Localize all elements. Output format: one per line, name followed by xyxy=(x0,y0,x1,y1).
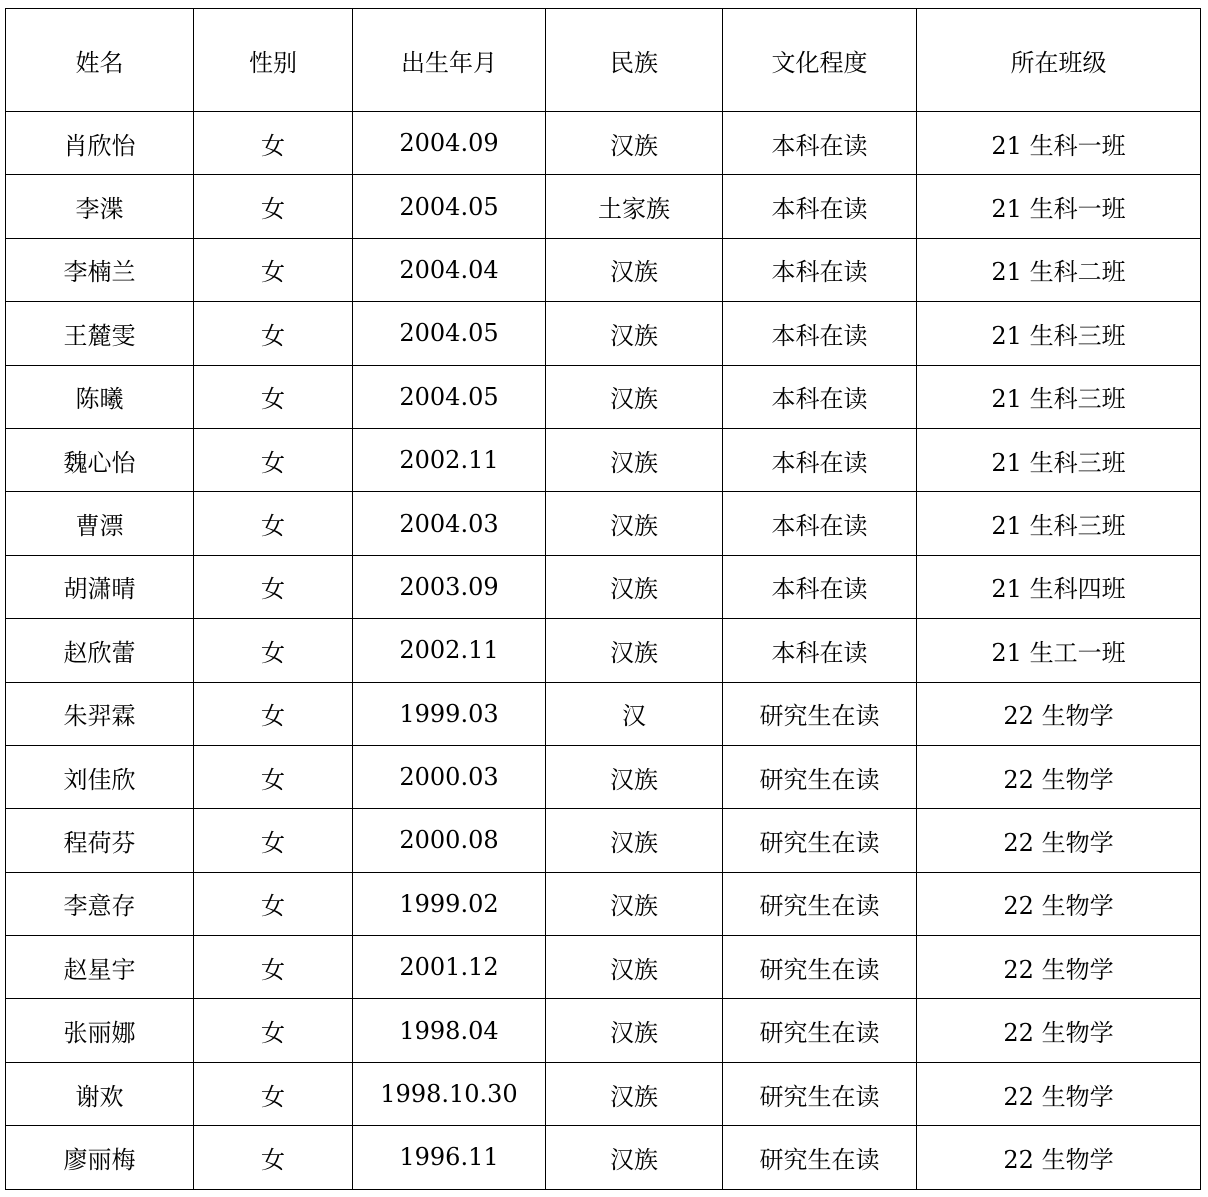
cell-name: 曹漂 xyxy=(6,492,194,555)
cell-education: 研究生在读 xyxy=(723,745,917,808)
table-row xyxy=(6,555,1201,618)
cell-ethnicity: 汉族 xyxy=(546,112,723,175)
cell-ethnicity: 汉族 xyxy=(546,745,723,808)
cell-education: 本科在读 xyxy=(723,238,917,301)
table-row xyxy=(6,302,1201,365)
cell-gender: 女 xyxy=(194,175,353,238)
cell-class: 22 生物学 xyxy=(917,872,1201,935)
header-class: 所在班级 xyxy=(917,9,1201,112)
cell-name: 魏心怡 xyxy=(6,428,194,491)
table-row xyxy=(6,1062,1201,1125)
cell-ethnicity: 汉族 xyxy=(546,936,723,999)
cell-education: 研究生在读 xyxy=(723,809,917,872)
cell-birth-date: 2004.09 xyxy=(353,112,546,175)
cell-gender: 女 xyxy=(194,619,353,682)
cell-education: 本科在读 xyxy=(723,302,917,365)
cell-birth-date: 2004.03 xyxy=(353,492,546,555)
table-row xyxy=(6,619,1201,682)
student-roster-table xyxy=(5,8,1201,1190)
cell-name: 廖丽梅 xyxy=(6,1126,194,1189)
cell-gender: 女 xyxy=(194,999,353,1062)
cell-name: 肖欣怡 xyxy=(6,112,194,175)
cell-class: 21 生科三班 xyxy=(917,365,1201,428)
cell-ethnicity: 汉族 xyxy=(546,238,723,301)
cell-birth-date: 2002.11 xyxy=(353,428,546,491)
cell-education: 本科在读 xyxy=(723,175,917,238)
table-header xyxy=(6,9,1201,112)
cell-birth-date: 1998.10.30 xyxy=(353,1062,546,1125)
table-row xyxy=(6,809,1201,872)
header-birth-date: 出生年月 xyxy=(353,9,546,112)
cell-ethnicity: 汉族 xyxy=(546,428,723,491)
cell-education: 本科在读 xyxy=(723,112,917,175)
cell-gender: 女 xyxy=(194,682,353,745)
cell-education: 本科在读 xyxy=(723,428,917,491)
table-body xyxy=(6,112,1201,1190)
cell-name: 朱羿霖 xyxy=(6,682,194,745)
cell-class: 21 生科二班 xyxy=(917,238,1201,301)
cell-class: 21 生科三班 xyxy=(917,302,1201,365)
cell-education: 研究生在读 xyxy=(723,1126,917,1189)
table-row xyxy=(6,745,1201,808)
cell-education: 研究生在读 xyxy=(723,682,917,745)
table-row xyxy=(6,999,1201,1062)
table-row xyxy=(6,365,1201,428)
cell-class: 21 生科三班 xyxy=(917,492,1201,555)
cell-birth-date: 1999.02 xyxy=(353,872,546,935)
cell-ethnicity: 汉族 xyxy=(546,302,723,365)
cell-birth-date: 1999.03 xyxy=(353,682,546,745)
cell-gender: 女 xyxy=(194,872,353,935)
cell-name: 赵欣蕾 xyxy=(6,619,194,682)
cell-name: 赵星宇 xyxy=(6,936,194,999)
cell-birth-date: 2002.11 xyxy=(353,619,546,682)
cell-gender: 女 xyxy=(194,809,353,872)
cell-birth-date: 2003.09 xyxy=(353,555,546,618)
cell-ethnicity: 汉 xyxy=(546,682,723,745)
cell-ethnicity: 汉族 xyxy=(546,1062,723,1125)
cell-ethnicity: 汉族 xyxy=(546,809,723,872)
cell-gender: 女 xyxy=(194,302,353,365)
cell-birth-date: 2004.05 xyxy=(353,175,546,238)
cell-name: 李意存 xyxy=(6,872,194,935)
table-row xyxy=(6,1126,1201,1189)
cell-gender: 女 xyxy=(194,428,353,491)
cell-gender: 女 xyxy=(194,238,353,301)
cell-class: 22 生物学 xyxy=(917,1126,1201,1189)
cell-name: 王麓雯 xyxy=(6,302,194,365)
cell-birth-date: 2004.04 xyxy=(353,238,546,301)
cell-name: 张丽娜 xyxy=(6,999,194,1062)
cell-birth-date: 2001.12 xyxy=(353,936,546,999)
cell-education: 研究生在读 xyxy=(723,936,917,999)
cell-class: 22 生物学 xyxy=(917,999,1201,1062)
cell-class: 22 生物学 xyxy=(917,936,1201,999)
cell-ethnicity: 汉族 xyxy=(546,1126,723,1189)
header-row xyxy=(6,9,1201,112)
header-name: 姓名 xyxy=(6,9,194,112)
cell-education: 本科在读 xyxy=(723,492,917,555)
cell-gender: 女 xyxy=(194,492,353,555)
cell-education: 本科在读 xyxy=(723,555,917,618)
cell-class: 21 生工一班 xyxy=(917,619,1201,682)
cell-gender: 女 xyxy=(194,936,353,999)
cell-name: 李楠兰 xyxy=(6,238,194,301)
cell-gender: 女 xyxy=(194,555,353,618)
table-row xyxy=(6,682,1201,745)
cell-class: 21 生科一班 xyxy=(917,175,1201,238)
cell-birth-date: 2004.05 xyxy=(353,302,546,365)
header-ethnicity: 民族 xyxy=(546,9,723,112)
cell-name: 胡潇晴 xyxy=(6,555,194,618)
table-row xyxy=(6,428,1201,491)
cell-education: 研究生在读 xyxy=(723,1062,917,1125)
table-row xyxy=(6,175,1201,238)
cell-name: 陈曦 xyxy=(6,365,194,428)
table-row xyxy=(6,872,1201,935)
cell-ethnicity: 汉族 xyxy=(546,492,723,555)
cell-ethnicity: 汉族 xyxy=(546,619,723,682)
cell-gender: 女 xyxy=(194,1126,353,1189)
cell-name: 李渫 xyxy=(6,175,194,238)
cell-ethnicity: 土家族 xyxy=(546,175,723,238)
cell-birth-date: 1998.04 xyxy=(353,999,546,1062)
cell-education: 本科在读 xyxy=(723,619,917,682)
cell-class: 21 生科四班 xyxy=(917,555,1201,618)
cell-name: 刘佳欣 xyxy=(6,745,194,808)
cell-education: 研究生在读 xyxy=(723,999,917,1062)
cell-birth-date: 2000.08 xyxy=(353,809,546,872)
table-row xyxy=(6,492,1201,555)
cell-ethnicity: 汉族 xyxy=(546,555,723,618)
cell-gender: 女 xyxy=(194,745,353,808)
cell-class: 22 生物学 xyxy=(917,809,1201,872)
cell-class: 21 生科一班 xyxy=(917,112,1201,175)
cell-class: 22 生物学 xyxy=(917,682,1201,745)
cell-education: 本科在读 xyxy=(723,365,917,428)
cell-birth-date: 1996.11 xyxy=(353,1126,546,1189)
header-education: 文化程度 xyxy=(723,9,917,112)
cell-ethnicity: 汉族 xyxy=(546,999,723,1062)
cell-ethnicity: 汉族 xyxy=(546,872,723,935)
cell-ethnicity: 汉族 xyxy=(546,365,723,428)
cell-gender: 女 xyxy=(194,365,353,428)
cell-class: 22 生物学 xyxy=(917,1062,1201,1125)
table-row xyxy=(6,112,1201,175)
cell-name: 谢欢 xyxy=(6,1062,194,1125)
header-gender: 性别 xyxy=(194,9,353,112)
cell-name: 程荷芬 xyxy=(6,809,194,872)
cell-gender: 女 xyxy=(194,112,353,175)
cell-class: 21 生科三班 xyxy=(917,428,1201,491)
cell-class: 22 生物学 xyxy=(917,745,1201,808)
cell-education: 研究生在读 xyxy=(723,872,917,935)
table-row xyxy=(6,238,1201,301)
cell-birth-date: 2000.03 xyxy=(353,745,546,808)
cell-birth-date: 2004.05 xyxy=(353,365,546,428)
cell-gender: 女 xyxy=(194,1062,353,1125)
table-row xyxy=(6,936,1201,999)
